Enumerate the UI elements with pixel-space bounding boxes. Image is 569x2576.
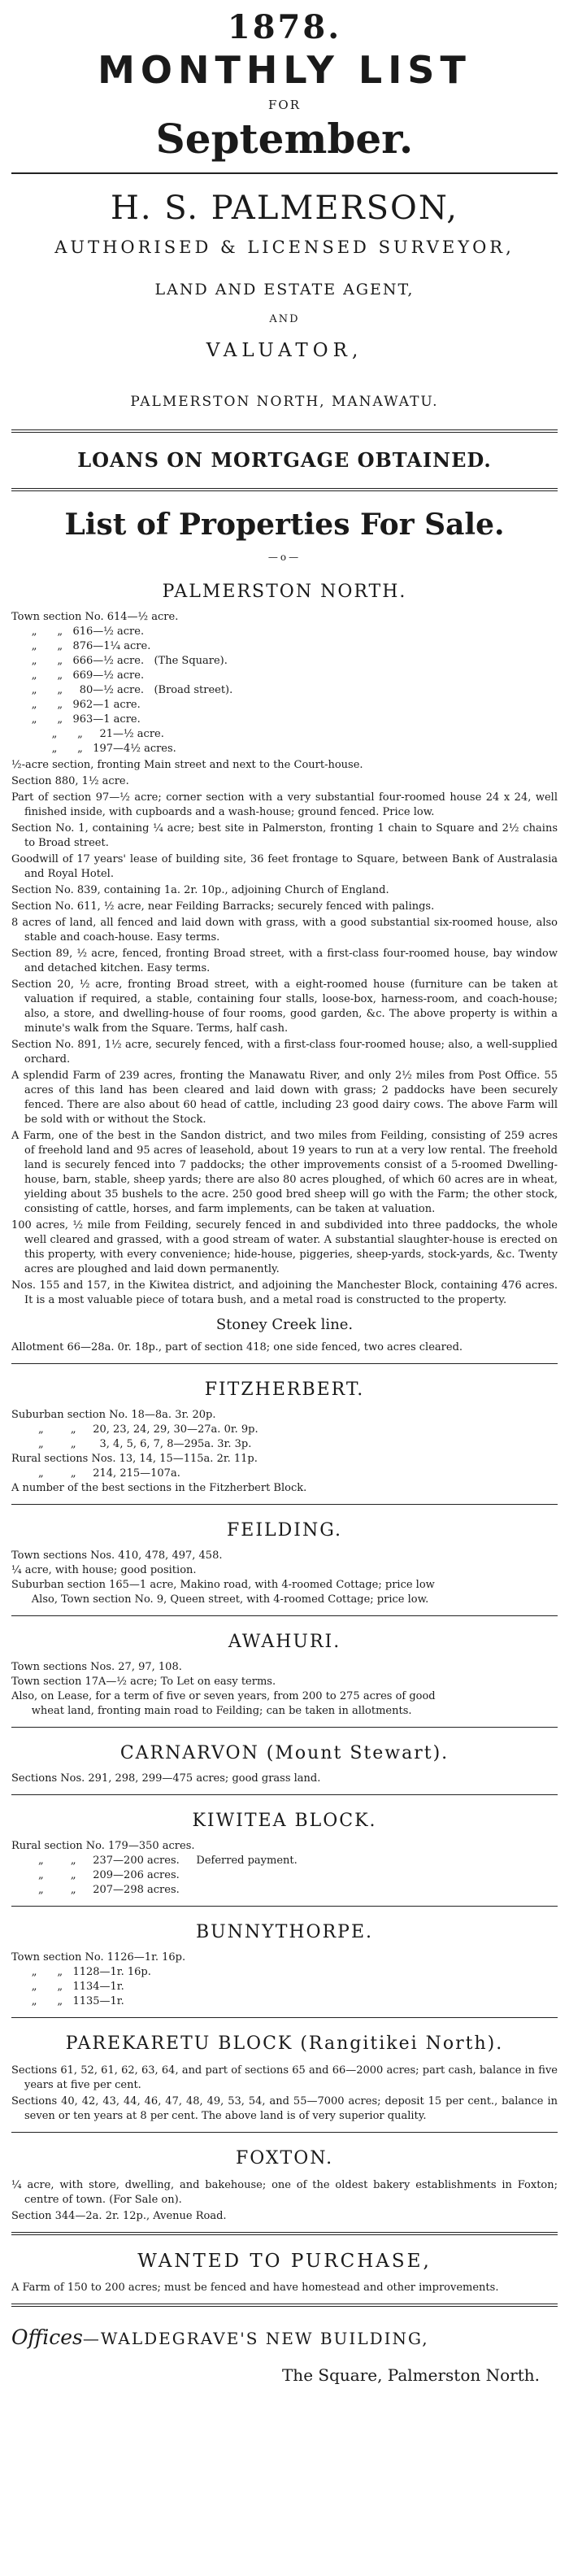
wanted-title: WANTED TO PURCHASE,	[137, 2251, 432, 2272]
list-item: „ „ 962—1 acre.	[11, 699, 141, 711]
listing: ½-acre section, fronting Main street and next to the Court-house.	[11, 759, 363, 771]
divider	[11, 1794, 558, 1795]
list-item: „ „ 207—298 acres.	[11, 1884, 180, 1896]
section-title-feilding: FEILDING.	[227, 1520, 342, 1541]
list-item: A number of the best sections in the Fitzherbert Block.	[11, 1482, 307, 1494]
list-item: „ „ 963—1 acre.	[11, 713, 141, 726]
list-item: wheat land, fronting main road to Feilding; can be taken in allotments.	[11, 1705, 412, 1717]
list-item: Town sections Nos. 410, 478, 497, 458.	[11, 1550, 223, 1562]
surveyor-title: AUTHORISED & LICENSED SURVEYOR,	[54, 238, 515, 257]
section-title-kiwitea: KIWITEA BLOCK.	[192, 1811, 377, 1831]
section-title-palmerston: PALMERSTON NORTH.	[162, 582, 407, 602]
list-item: ¼ acre, with house; good position.	[11, 1564, 197, 1576]
list-item: Sections Nos. 291, 298, 299—475 acres; good grass land.	[11, 1772, 321, 1785]
listing: Sections 40, 42, 43, 44, 46, 47, 48, 49, 53, 54, and 55—7000 acres; deposit 15 per cent., balance in seven or ten years at 8 per cent. The above land is of very superior quality.	[11, 2095, 558, 2122]
surveyor-name: H. S. PALMERSON,	[110, 190, 459, 227]
list-item: Suburban section No. 18—8a. 3r. 20p.	[11, 1409, 216, 1421]
offices-line	[11, 2320, 558, 2356]
list-item: Also, Town section No. 9, Queen street, with 4-roomed Cottage; price low.	[11, 1593, 429, 1606]
divider	[11, 2017, 558, 2018]
list-item: „ „ 21—½ acre.	[11, 728, 164, 740]
month-title: September.	[155, 115, 414, 163]
section-title-bunnythorpe: BUNNYTHORPE.	[195, 1922, 374, 1942]
list-item: Town section No. 1126—1r. 16p.	[11, 1951, 186, 1964]
list-item: „ „ 616—½ acre.	[11, 625, 145, 638]
listing: 8 acres of land, all fenced and laid down with grass, with a good substantial six-roomed house, also stable and coach-house. Easy terms.	[11, 917, 558, 944]
offices-address: —WALDEGRAVE'S NEW BUILDING,	[82, 2329, 429, 2348]
listing: Goodwill of 17 years' lease of building site, 36 feet frontage to Square, between Bank of Australasia and Royal Hotel.	[11, 853, 558, 880]
palmerston-town-sections	[11, 610, 558, 756]
list-item: „ „ 3, 4, 5, 6, 7, 8—295a. 3r. 3p.	[11, 1438, 252, 1450]
offices-label: Offices	[11, 2325, 83, 2349]
ornament: —o—	[267, 551, 302, 563]
address: PALMERSTON NORTH, MANAWATU.	[130, 394, 439, 410]
listing: Part of section 97—½ acre; corner section with a very substantial four-roomed house 24 x 24, well finished inside, with cupboards and a wash-house; ground fenced. Price low.	[11, 791, 558, 818]
list-title: List of Properties For Sale.	[64, 508, 505, 542]
list-item: Rural section No. 179—350 acres.	[11, 1840, 195, 1852]
listing: Allotment 66—28a. 0r. 18p., part of section 418; one side fenced, two acres cleared.	[11, 1341, 463, 1353]
divider	[11, 1615, 558, 1616]
offices-location: The Square, Palmerston North.	[281, 2365, 540, 2385]
section-title-stoney-creek: Stoney Creek line.	[215, 1316, 354, 1333]
section-title-fitzherbert: FITZHERBERT.	[204, 1380, 365, 1400]
divider	[11, 2304, 558, 2307]
list-item: „ „ 669—½ acre.	[11, 669, 145, 682]
listing: Section 880, 1½ acre.	[11, 775, 129, 787]
divider	[11, 172, 558, 174]
list-item: „ „ 876—1¼ acre.	[11, 640, 151, 652]
list-item: „ „ 197—4½ acres.	[11, 743, 176, 755]
section-title-foxton: FOXTON.	[235, 2148, 334, 2168]
monthly-list-title: MONTHLY LIST	[98, 48, 471, 92]
wanted-text: A Farm of 150 to 200 acres; must be fenced and have homestead and other improvements.	[11, 2282, 499, 2294]
divider	[11, 1906, 558, 1907]
listing: A Farm, one of the best in the Sandon district, and two miles from Feilding, consisting of 259 acres of freehold land and 95 acres of leasehold, about 19 years to run at a very low rental. The freehold land is securely fenced into 7 paddocks; the other improvements consist of a 5-roomed Dwelling-house, barn, stable, sheep yards; there are also 80 acres ploughed, of which 60 acres are in wheat, yielding about 35 bushels to the acre. 250 good bred sheep will go with the Farm; the other stock, consisting of cattle, horses, and farm implements, can be taken at valuation.	[11, 1130, 558, 1215]
divider	[11, 2132, 558, 2133]
divider	[11, 2232, 558, 2235]
divider	[11, 1727, 558, 1728]
for-label: FOR	[268, 98, 301, 112]
divider	[11, 1363, 558, 1364]
divider	[11, 488, 558, 491]
list-item: Also, on Lease, for a term of five or seven years, from 200 to 275 acres of good	[11, 1690, 436, 1702]
section-title-awahuri: AWAHURI.	[228, 1632, 341, 1652]
loans-banner: LOANS ON MORTGAGE OBTAINED.	[77, 448, 492, 472]
listing: A splendid Farm of 239 acres, fronting the Manawatu River, and only 2½ miles from Post Office. 55 acres of this land has been cleared and laid down with grass; 2 paddocks have been securely fenced. There are also about 60 head of cattle, including 23 good dairy cows. The above Farm will be sold with or without the Stock.	[11, 1070, 558, 1126]
land-agent-title: LAND AND ESTATE AGENT,	[154, 281, 415, 299]
listing: ¼ acre, with store, dwelling, and bakehouse; one of the oldest bakery establishments in Foxton; centre of town. (For Sale on).	[11, 2179, 558, 2206]
listing: Section 20, ½ acre, fronting Broad street, with a eight-roomed house (furniture can be taken at valuation if required, a stable, containing four stalls, loose-box, harness-room, and coach-house; also, a store, and dwelling-house of four rooms, good garden, &c. The above property is within a minute's walk from the Square. Terms, half cash.	[11, 979, 558, 1035]
listing: Section No. 891, 1½ acre, securely fenced, with a first-class four-roomed house; also, a well-supplied orchard.	[11, 1039, 558, 1066]
list-item: „ „ 1128—1r. 16p.	[11, 1966, 151, 1978]
year: 1878.	[227, 8, 342, 46]
list-item: „ „ 237—200 acres. Deferred payment.	[11, 1855, 298, 1867]
list-item: „ „ 20, 23, 24, 29, 30—27a. 0r. 9p.	[11, 1423, 258, 1436]
list-item: „ „ 1134—1r.	[11, 1981, 124, 1993]
list-item: „ „ 1135—1r.	[11, 1995, 124, 2007]
listing: 100 acres, ½ mile from Feilding, securely fenced in and subdivided into three paddocks, the whole well cleared and grassed, with a good stream of water. A substantial slaughter-house is erected on this property, with every convenience; hide-house, piggeries, sheep-yards, stock-yards, &c. Twenty acres are ploughed and laid down permanently.	[11, 1219, 558, 1275]
list-item: Rural sections Nos. 13, 14, 15—115a. 2r. 11p.	[11, 1453, 258, 1465]
valuator-title: VALUATOR,	[206, 340, 363, 361]
divider	[11, 429, 558, 433]
listing: Section No. 839, containing 1a. 2r. 10p., adjoining Church of England.	[11, 884, 389, 896]
listing: Section No. 1, containing ¼ acre; best site in Palmerston, fronting 1 chain to Square and 2½ chains to Broad street.	[11, 822, 558, 849]
list-item: „ „ 214, 215—107a.	[11, 1467, 180, 1480]
section-title-parekaretu: PAREKARETU BLOCK (Rangitikei North).	[65, 2033, 504, 2054]
listing: Nos. 155 and 157, in the Kiwitea district, and adjoining the Manchester Block, containing 476 acres. It is a most valuable piece of totara bush, and a metal road is constructed to the property.	[11, 1279, 558, 1306]
listing: Sections 61, 52, 61, 62, 63, 64, and part of sections 65 and 66—2000 acres; part cash, balance in five years at five per cent.	[11, 2064, 558, 2091]
listing: Section No. 611, ½ acre, near Feilding Barracks; securely fenced with palings.	[11, 900, 435, 913]
palmerston-listings	[11, 758, 558, 1308]
list-item: „ „ 209—206 acres.	[11, 1869, 180, 1881]
list-item: Town section No. 614—½ acre.	[11, 611, 179, 623]
listing: Section 344—2a. 2r. 12p., Avenue Road.	[11, 2210, 227, 2222]
section-title-carnarvon: CARNARVON (Mount Stewart).	[119, 1743, 450, 1763]
list-item: Suburban section 165—1 acre, Makino road, with 4-roomed Cottage; price low	[11, 1579, 435, 1591]
divider	[11, 1504, 558, 1505]
listing: Section 89, ½ acre, fenced, fronting Broad street, with a first-class four-roomed house, bay window and detached kitchen. Easy terms.	[11, 948, 558, 974]
list-item: Town section 17A—½ acre; To Let on easy terms.	[11, 1676, 276, 1688]
and-label: AND	[269, 313, 300, 325]
list-item: „ „ 666—½ acre. (The Square).	[11, 655, 228, 667]
list-item: Town sections Nos. 27, 97, 108.	[11, 1661, 182, 1673]
list-item: „ „ 80—½ acre. (Broad street).	[11, 684, 233, 696]
